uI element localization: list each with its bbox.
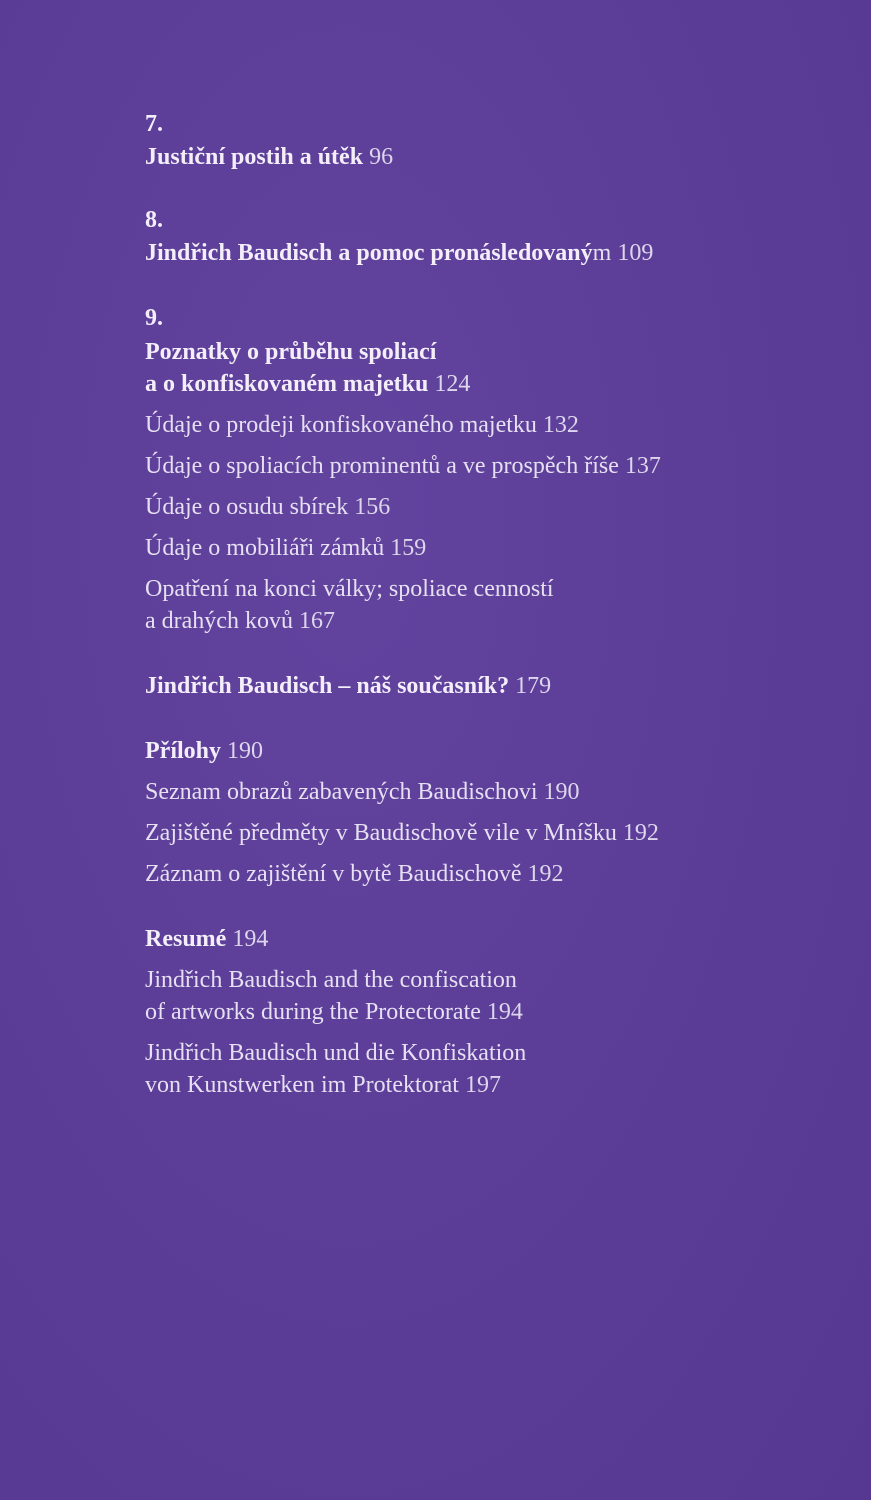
resume-sub-2-line2: von Kunstwerken im Protektorat 197 [145, 1072, 501, 1098]
chapter-9-number: 9. [145, 305, 163, 331]
chapter-9-sub-2: Údaje o spoliacích prominentů a ve prospěch říše 137 [145, 453, 661, 479]
appendix-title: Přílohy [145, 738, 221, 764]
chapter-8-entry [145, 237, 653, 269]
chapter-9-sub-3: Údaje o osudu sbírek 156 [145, 494, 391, 520]
appendix-entry [145, 735, 263, 767]
epilogue-title: Jindřich Baudisch – náš současník? [145, 673, 510, 699]
chapter-8-title: Jindřich Baudisch a pomoc pronásledovaný [145, 240, 593, 266]
chapter-7-title: Justiční postih a útěk [145, 144, 364, 170]
chapter-9-sub-5-line1: Opatření na konci války; spoliace cenností [145, 576, 554, 602]
chapter-9-sub-4: Údaje o mobiliáři zámků 159 [145, 535, 427, 561]
resume-sub-1-line2: of artworks during the Protectorate 194 [145, 999, 523, 1025]
resume-title: Resumé [145, 926, 227, 952]
appendix-sub-3: Záznam o zajištění v bytě Baudischově 192 [145, 861, 564, 887]
chapter-9-sub-1: Údaje o prodeji konfiskovaného majetku 132 [145, 412, 579, 438]
chapter-7-number: 7. [145, 111, 163, 137]
chapter-9-title-line2: a o konfiskovaném majetku 124 [145, 371, 471, 397]
resume-sub-1-line1: Jindřich Baudisch and the confiscation [145, 967, 517, 993]
chapter-9-sub-5-line2: a drahých kovů 167 [145, 608, 335, 634]
resume-page: 194 [232, 926, 269, 952]
epilogue-entry [145, 670, 551, 702]
appendix-sub-2: Zajištěné předměty v Baudischově vile v Mníšku 192 [145, 820, 659, 846]
resume-entry [145, 923, 268, 955]
chapter-8-number: 8. [145, 207, 163, 233]
chapter-8-page: 109 [617, 240, 654, 266]
chapter-7-page: 96 [369, 144, 394, 170]
appendix-page: 190 [227, 738, 263, 764]
chapter-9-title-line1: Poznatky o průběhu spoliací [145, 339, 437, 365]
epilogue-page: 179 [515, 673, 552, 699]
chapter-8-title-tail: m [592, 240, 612, 266]
chapter-7-entry [145, 141, 393, 173]
chapter-9-page: 124 [434, 371, 471, 397]
appendix-sub-1: Seznam obrazů zabavených Baudischovi 190 [145, 779, 580, 805]
resume-sub-2-line1: Jindřich Baudisch und die Konfiskation [145, 1040, 527, 1066]
